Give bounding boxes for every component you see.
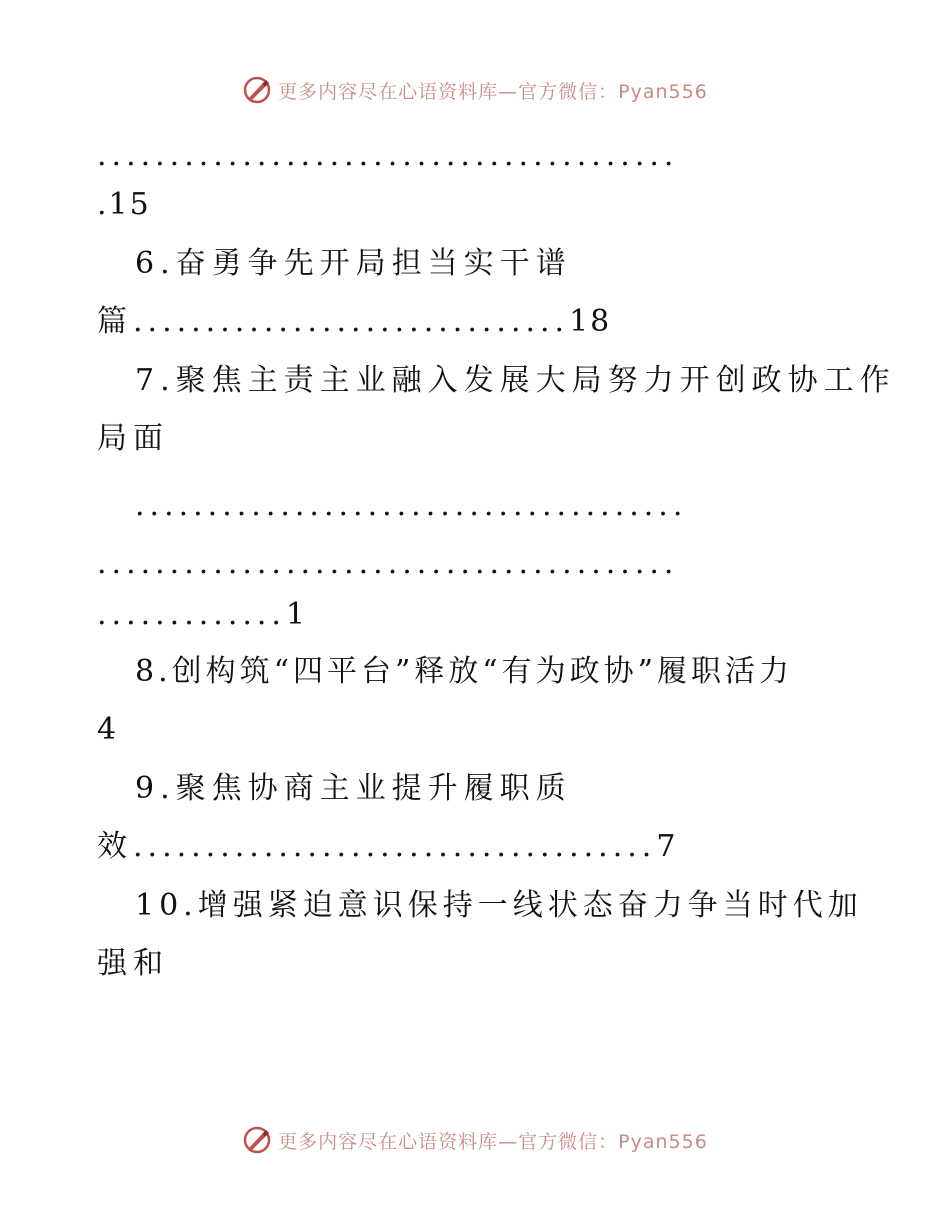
toc-page-number: .15	[97, 187, 151, 222]
toc-entry-title[interactable]: 9.聚焦协商主业提升履职质	[135, 771, 572, 806]
footer-watermark	[0, 1120, 950, 1160]
toc-entry-line[interactable]	[97, 827, 677, 867]
toc-entry-title-cont: 篇	[97, 304, 133, 339]
toc-entry-line[interactable]	[97, 595, 307, 635]
toc-entry-title[interactable]: 8.创构筑“四平台”释放“有为政协”履职活力	[135, 654, 793, 689]
toc-leader-dots: .............	[97, 597, 286, 632]
toc-entry-line[interactable]	[97, 302, 611, 342]
toc-leader-dots: ........................................	[97, 138, 679, 173]
toc-entry-title[interactable]: 10.增强紧迫意识保持一线状态奋力争当时代加	[135, 888, 863, 923]
toc-leader-dots: ........................................	[97, 546, 679, 581]
toc-page-number: 4	[97, 712, 119, 747]
toc-leader-dots: ..............................	[133, 304, 570, 339]
toc-page-number: 1	[285, 597, 308, 632]
toc-page-number: 18	[569, 304, 612, 339]
toc-entry-title-cont[interactable]: 强和	[97, 946, 169, 981]
toc-leader-dots: ....................................	[133, 829, 657, 864]
toc-entry-title[interactable]: 6.奋勇争先开局担当实干谱	[135, 246, 572, 281]
toc-page-number: 7	[656, 829, 678, 864]
toc-entry-title-cont[interactable]: 局面	[97, 421, 169, 456]
toc-leader-dots: ......................................	[135, 488, 688, 523]
pen-logo-icon	[242, 1125, 272, 1155]
toc-entry-title-cont: 效	[97, 829, 133, 864]
toc-entry-title[interactable]: 7.聚焦主责主业融入发展大局努力开创政协工作	[135, 363, 896, 398]
watermark-text: 更多内容尽在心语资料库—官方微信：Pyan556	[278, 1130, 708, 1153]
watermark-text: 更多内容尽在心语资料库—官方微信：Pyan556	[278, 80, 708, 103]
